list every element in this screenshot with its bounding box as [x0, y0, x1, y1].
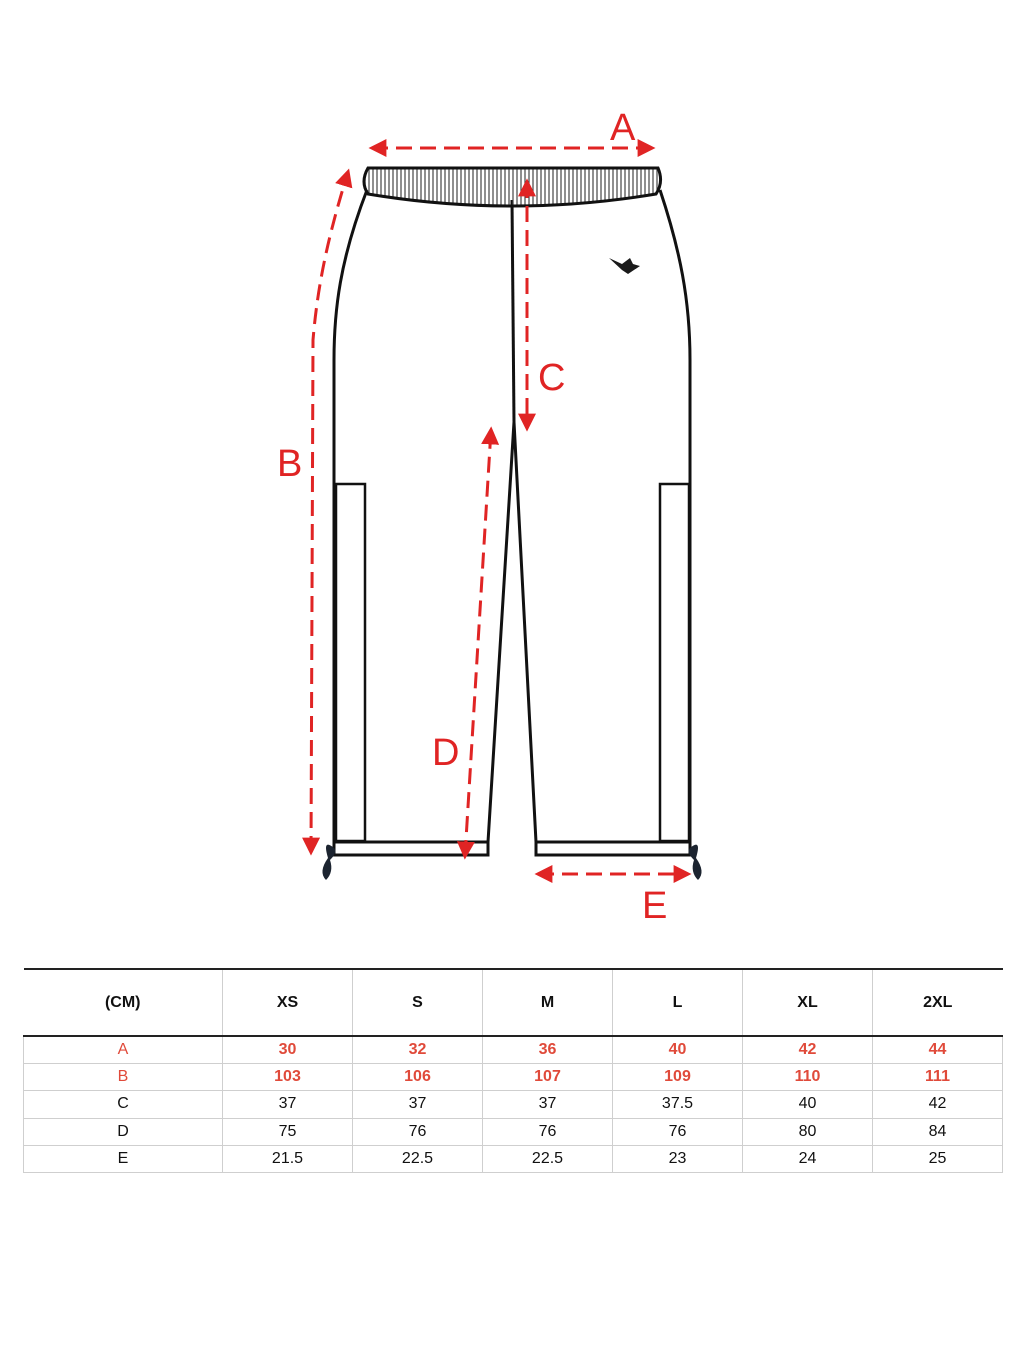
- table-cell: 44: [873, 1036, 1003, 1063]
- header-size-xl: XL: [743, 969, 873, 1036]
- table-cell: 22.5: [483, 1146, 613, 1173]
- measure-c-label: C: [538, 357, 566, 399]
- table-cell: 37.5: [613, 1091, 743, 1118]
- table-cell: 40: [743, 1091, 873, 1118]
- table-cell: 107: [483, 1063, 613, 1090]
- header-unit: (CM): [24, 969, 223, 1036]
- header-size-m: M: [483, 969, 613, 1036]
- header-size-xs: XS: [223, 969, 353, 1036]
- table-cell: 75: [223, 1118, 353, 1145]
- table-cell: 80: [743, 1118, 873, 1145]
- waistband: [364, 168, 661, 206]
- table-cell: 22.5: [353, 1146, 483, 1173]
- table-cell: 37: [353, 1091, 483, 1118]
- table-cell: 24: [743, 1146, 873, 1173]
- header-size-2xl: 2XL: [873, 969, 1003, 1036]
- table-cell: 32: [353, 1036, 483, 1063]
- measure-a-label: A: [610, 107, 636, 149]
- bird-logo-icon: [609, 258, 640, 274]
- table-cell: 84: [873, 1118, 1003, 1145]
- table-header-row: [24, 969, 1003, 1036]
- table-cell: 37: [223, 1091, 353, 1118]
- pants-outline: [334, 190, 690, 855]
- table-cell: 40: [613, 1036, 743, 1063]
- left-hem-toggle: [322, 845, 335, 880]
- right-hem-toggle: [689, 845, 702, 880]
- table-cell: 76: [483, 1118, 613, 1145]
- table-cell: 110: [743, 1063, 873, 1090]
- table-cell: 25: [873, 1146, 1003, 1173]
- measure-d-label: D: [432, 732, 460, 774]
- header-size-s: S: [353, 969, 483, 1036]
- size-chart-table: [23, 968, 1003, 1173]
- row-label: E: [24, 1146, 223, 1173]
- measure-b-label: B: [277, 443, 303, 485]
- table-cell: 42: [743, 1036, 873, 1063]
- row-label: A: [24, 1036, 223, 1063]
- table-cell: 21.5: [223, 1146, 353, 1173]
- table-cell: 76: [353, 1118, 483, 1145]
- table-cell: 30: [223, 1036, 353, 1063]
- table-cell: 37: [483, 1091, 613, 1118]
- table-cell: 76: [613, 1118, 743, 1145]
- table-cell: 109: [613, 1063, 743, 1090]
- table-cell: 111: [873, 1063, 1003, 1090]
- row-label: C: [24, 1091, 223, 1118]
- measure-e-label: E: [642, 885, 668, 927]
- header-size-l: L: [613, 969, 743, 1036]
- measure-d-line: [465, 430, 491, 856]
- row-label: B: [24, 1063, 223, 1090]
- table-row: [24, 1036, 1003, 1063]
- table-cell: 23: [613, 1146, 743, 1173]
- center-seam: [512, 200, 514, 422]
- table-cell: 42: [873, 1091, 1003, 1118]
- table-row: [24, 1146, 1003, 1173]
- row-label: D: [24, 1118, 223, 1145]
- table-cell: 106: [353, 1063, 483, 1090]
- table-row: [24, 1063, 1003, 1090]
- table-row: [24, 1118, 1003, 1145]
- table-cell: 103: [223, 1063, 353, 1090]
- table-row: [24, 1091, 1003, 1118]
- table-cell: 36: [483, 1036, 613, 1063]
